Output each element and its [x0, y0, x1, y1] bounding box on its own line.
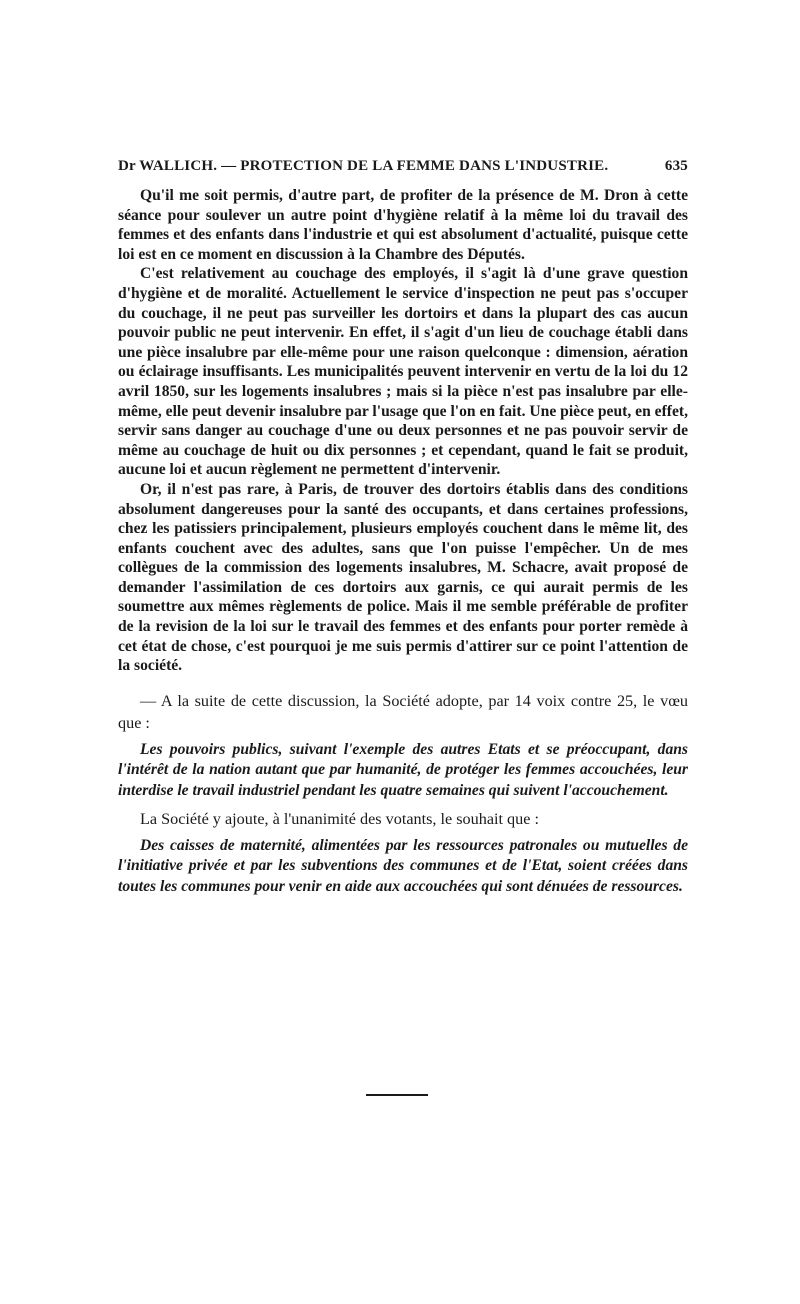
- body-text: [118, 186, 688, 897]
- decision-addition: La Société y ajoute, à l'unanimité des votants, le souhait que :: [140, 809, 539, 828]
- paragraph-3: Or, il n'est pas rare, à Paris, de trouver des dortoirs établis dans des conditions absolument dangereuses pour la santé des occupants, et dans certaines professions, chez les patissiers principalement, plusieurs employés couchent dans le même lit, des enfants couchent avec des adultes, sans que l'on puisse l'empêcher. Un de mes collègues de la commission des logements insalubres, M. Schacre, avait proposé de demander l'assimilation de ces dortoirs aux garnis, ce qui aurait permis de les soumettre aux mêmes règlements de police. Mais il me semble préférable de profiter de la revision de la loi sur le travail des femmes et des enfants pour porter remède à cet état de chose, c'est pourquoi je me suis permis d'attirer sur ce point l'attention de la société.: [118, 480, 688, 675]
- paragraph-1: Qu'il me soit permis, d'autre part, de profiter de la présence de M. Dron à cette séance pour soulever un autre point d'hygiène relatif à la même loi du travail des femmes et des enfants dans l'industrie et qui est absolument d'actualité, puisque cette loi est en ce moment en discussion à la Chambre des Députés.: [118, 187, 688, 263]
- paragraph-2: C'est relativement au couchage des employés, il s'agit là d'une grave question d'hygiène et de moralité. Actuellement le service d'inspection ne peut pas s'occuper du couchage, il ne peut pas surveiller les dortoirs et dans la plupart des cas aucun pouvoir public ne peut intervenir. En effet, il s'agit d'un lieu de couchage établi dans une pièce insalubre par elle-même pour une raison quelconque : dimension, aération ou éclairage insuffisants. Les municipalités peuvent intervenir en vertu de la loi du 12 avril 1850, sur les logements insalubres ; mais si la pièce n'est pas insalubre par elle-même, elle peut devenir insalubre par l'usage que l'on en fait. Une pièce peut, en effet, servir sans danger au couchage d'une ou deux personnes et ne pas pouvoir servir de même au couchage de huit ou dix personnes ; et cependant, quand le fait se produit, aucune loi et aucun règlement ne permettent d'intervenir.: [118, 265, 688, 479]
- voeu-text: Les pouvoirs publics, suivant l'exemple des autres Etats et se préoccupant, dans l'intérêt de la nation autant que par humanité, de protéger les femmes accouchées, leur interdise le travail industriel pendant les quatre semaines qui suivent l'accouchement.: [118, 740, 688, 800]
- souhait-text: Des caisses de maternité, alimentées par les ressources patronales ou mutuelles de l'initiative privée et par les subventions des communes et de l'Etat, soient créées dans toutes les communes pour venir en aide aux accouchées qui sont dénuées de ressources.: [118, 836, 688, 895]
- header-title: Dr WALLICH. — PROTECTION DE LA FEMME DANS L'INDUSTRIE.: [118, 158, 609, 174]
- end-rule: [366, 1094, 428, 1096]
- page-number: 635: [664, 158, 688, 174]
- running-header: [118, 158, 688, 182]
- decision-intro: — A la suite de cette discussion, la Société adopte, par 14 voix contre 25, le vœu que :: [118, 691, 688, 732]
- section-gap: [118, 676, 688, 690]
